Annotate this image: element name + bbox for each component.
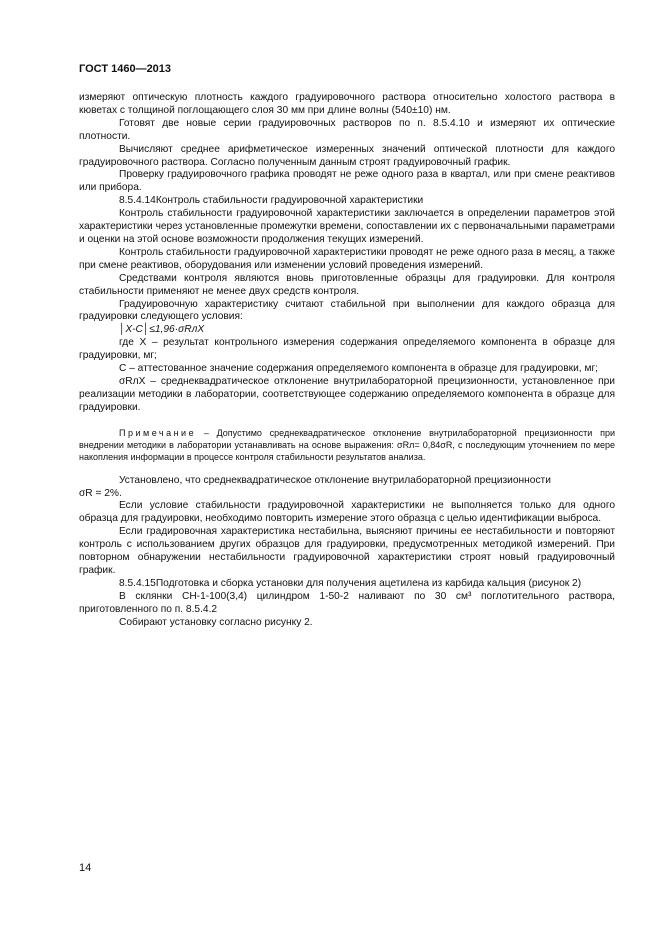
paragraph: Вычисляют среднее арифметическое измеренных значений оптической плотности для каждого градуировочного раствора. Согласно полученным данным строят градуировочный график. bbox=[79, 143, 615, 168]
formula: │X-C│≤1,96·σRлX bbox=[119, 324, 205, 336]
definition-c: C – аттестованное значение содержания определяемого компонента в образце для градуировки, мг; bbox=[119, 363, 598, 375]
paragraph: Контроль стабильности градуировочной характеристики проводят не реже одного раза в месяц, а также при смене реактивов, оборудования или изменении условий проведения измерений. bbox=[79, 246, 615, 271]
paragraph: Контроль стабильности градуировочной характеристики заключается в определении параметров этой характеристики через установленные промежутки времени, сопоставлении их с первоначальными параметрами и оценки на этой основе возможности продолжения текущих измерений. bbox=[79, 208, 615, 245]
note-text: – Допустимо среднеквадратическое отклонение внутрилабораторной прецизионности при внедрении методики в лаборатории устанавливать на основе выражения: σRл= 0,84σR, с последующим уточнением по мере накопления информации в процессе контроля стабильности результатов анализа. bbox=[79, 427, 615, 462]
definition-x: где X – результат контрольного измерения содержания определяемого компонента в образце для градуировки, мг; bbox=[79, 337, 615, 362]
paragraph: Установлено, что среднеквадратическое отклонение внутрилабораторной прецизионности bbox=[119, 474, 551, 486]
paragraph: Если градировочная характеристика нестабильна, выясняют причины ее нестабильности и повторяют контроль с использованием других образцов для градуировки, предусмотренных методикой измерений. При повторном обнаружении нестабильности градуировочной характеристики строят новый градуировочный график. bbox=[79, 526, 615, 576]
paragraph: Если условие стабильности градуировочной характеристики не выполняется только для одного образца для градуировки, необходимо повторить измерение этого образца с целью идентификации выброса. bbox=[79, 500, 615, 525]
document-body bbox=[79, 92, 615, 630]
definition-sigma: σRлX – среднеквадратическое отклонение внутрилабораторной прецизионности, установленное при реализации методики в лаборатории, соответствующее содержанию определяемого компонента в образце для градуировки. bbox=[79, 375, 615, 413]
section-heading: 8.5.4.15Подготовка и сборка установки для получения ацетилена из карбида кальция (рисунок 2) bbox=[119, 577, 582, 589]
paragraph: измеряют оптическую плотность каждого градуировочного раствора относительно холостого раствора в кюветах с толщиной поглощающего слоя 30 мм при длине волны (540±10) нм. bbox=[79, 92, 615, 116]
paragraph: Средствами контроля являются вновь приготовленные образцы для градуировки. Для контроля стабильности применяют не менее двух средств контроля. bbox=[79, 272, 615, 297]
paragraph: В склянки СН-1-100(3,4) цилиндром 1-50-2 наливают по 30 см³ поглотительного раствора, приготовленного по п. 8.5.4.2 bbox=[79, 590, 615, 615]
paragraph: Готовят две новые серии градуировочных растворов по п. 8.5.4.10 и измеряют их оптические плотности. bbox=[79, 117, 615, 142]
paragraph: σR = 2%. bbox=[79, 487, 122, 499]
section-heading: 8.5.4.14Контроль стабильности градуировочной характеристики bbox=[119, 195, 424, 207]
paragraph: Собирают установку согласно рисунку 2. bbox=[119, 616, 313, 628]
paragraph: Градуировочную характеристику считают стабильной при выполнении для каждого образца для градуировки следующего условия: bbox=[79, 298, 615, 323]
note-label: Примечание bbox=[119, 427, 197, 438]
document-header: ГОСТ 1460—2013 bbox=[79, 63, 172, 75]
note bbox=[79, 427, 615, 463]
paragraph: Проверку градуировочного графика проводят не реже одного раза в квартал, или при смене реактивов или прибора. bbox=[79, 169, 615, 194]
page-number: 14 bbox=[79, 862, 92, 874]
